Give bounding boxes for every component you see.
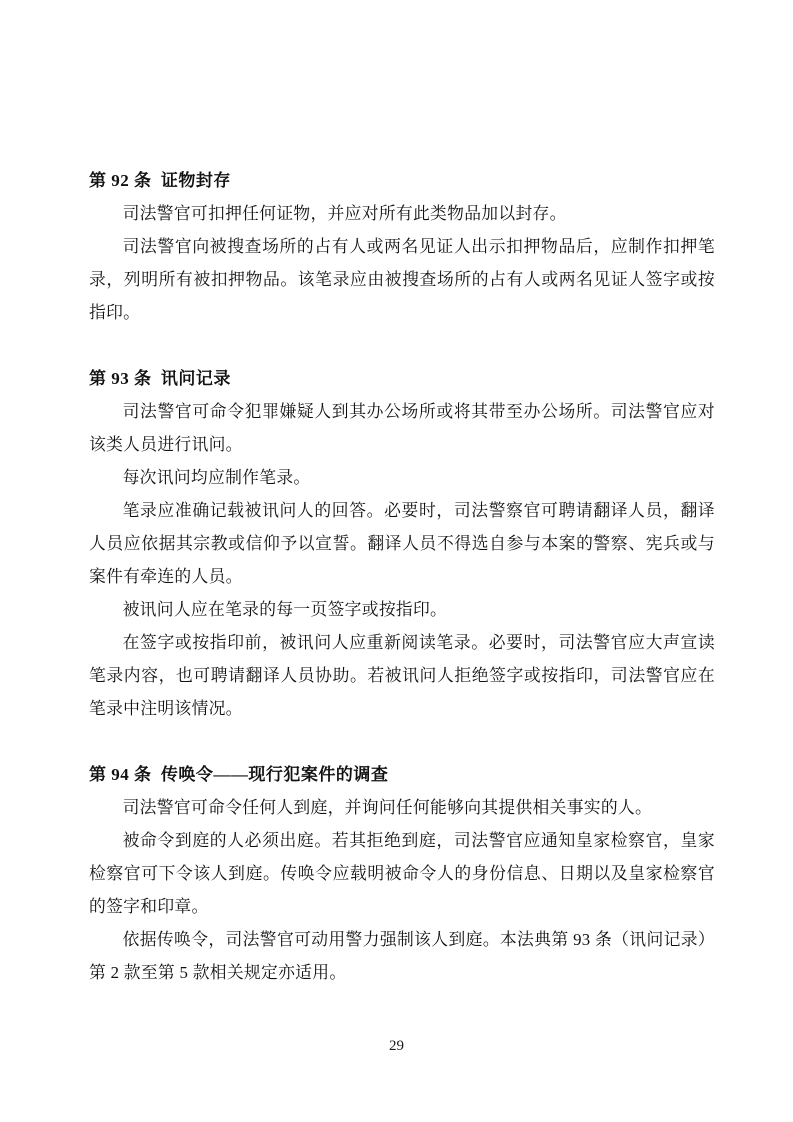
article-title: 证物封存 (160, 171, 231, 190)
document-body (89, 164, 715, 989)
article-paragraph: 被讯问人应在笔录的每一页签字或按指印。 (122, 600, 448, 619)
article-title: 传唤令——现行犯案件的调查 (160, 765, 389, 784)
article-paragraph: 司法警官可命令任何人到庭，并询问任何能够向其提供相关事实的人。 (122, 798, 653, 817)
article-paragraph: 依据传唤令，司法警官可动用警力强制该人到庭。本法典第 93 条（讯问记录）第 2 款至第 5 款相关规定亦适用。 (89, 930, 715, 982)
article-94 (89, 758, 715, 989)
page-number: 29 (389, 1038, 404, 1054)
article-paragraph: 笔录应准确记载被讯问人的回答。必要时，司法警察官可聘请翻译人员，翻译人员应依据其宗教或信仰予以宣誓。翻译人员不得选自参与本案的警察、宪兵或与案件有牵连的人员。 (89, 501, 715, 586)
article-number: 第 94 条 (89, 765, 152, 784)
article-number: 第 92 条 (89, 171, 152, 190)
article-paragraph: 司法警官向被搜查场所的占有人或两名见证人出示扣押物品后，应制作扣押笔录，列明所有被扣押物品。该笔录应由被搜查场所的占有人或两名见证人签字或按指印。 (89, 237, 715, 322)
article-paragraph: 每次讯问均应制作笔录。 (122, 468, 311, 487)
article-92 (89, 164, 715, 329)
article-number: 第 93 条 (89, 369, 152, 388)
article-93 (89, 362, 715, 725)
article-paragraph: 在签字或按指印前，被讯问人应重新阅读笔录。必要时，司法警官应大声宣读笔录内容，也可聘请翻译人员协助。若被讯问人拒绝签字或按指印，司法警官应在笔录中注明该情况。 (89, 633, 715, 718)
article-paragraph: 被命令到庭的人必须出庭。若其拒绝到庭，司法警官应通知皇家检察官，皇家检察官可下令该人到庭。传唤令应载明被命令人的身份信息、日期以及皇家检察官的签字和印章。 (89, 831, 715, 916)
article-heading (89, 758, 715, 791)
article-heading (89, 362, 715, 395)
article-paragraph: 司法警官可扣押任何证物，并应对所有此类物品加以封存。 (122, 204, 567, 223)
article-paragraph: 司法警官可命令犯罪嫌疑人到其办公场所或将其带至办公场所。司法警官应对该类人员进行讯问。 (89, 402, 715, 454)
article-title: 讯问记录 (160, 369, 231, 388)
article-heading (89, 164, 715, 197)
